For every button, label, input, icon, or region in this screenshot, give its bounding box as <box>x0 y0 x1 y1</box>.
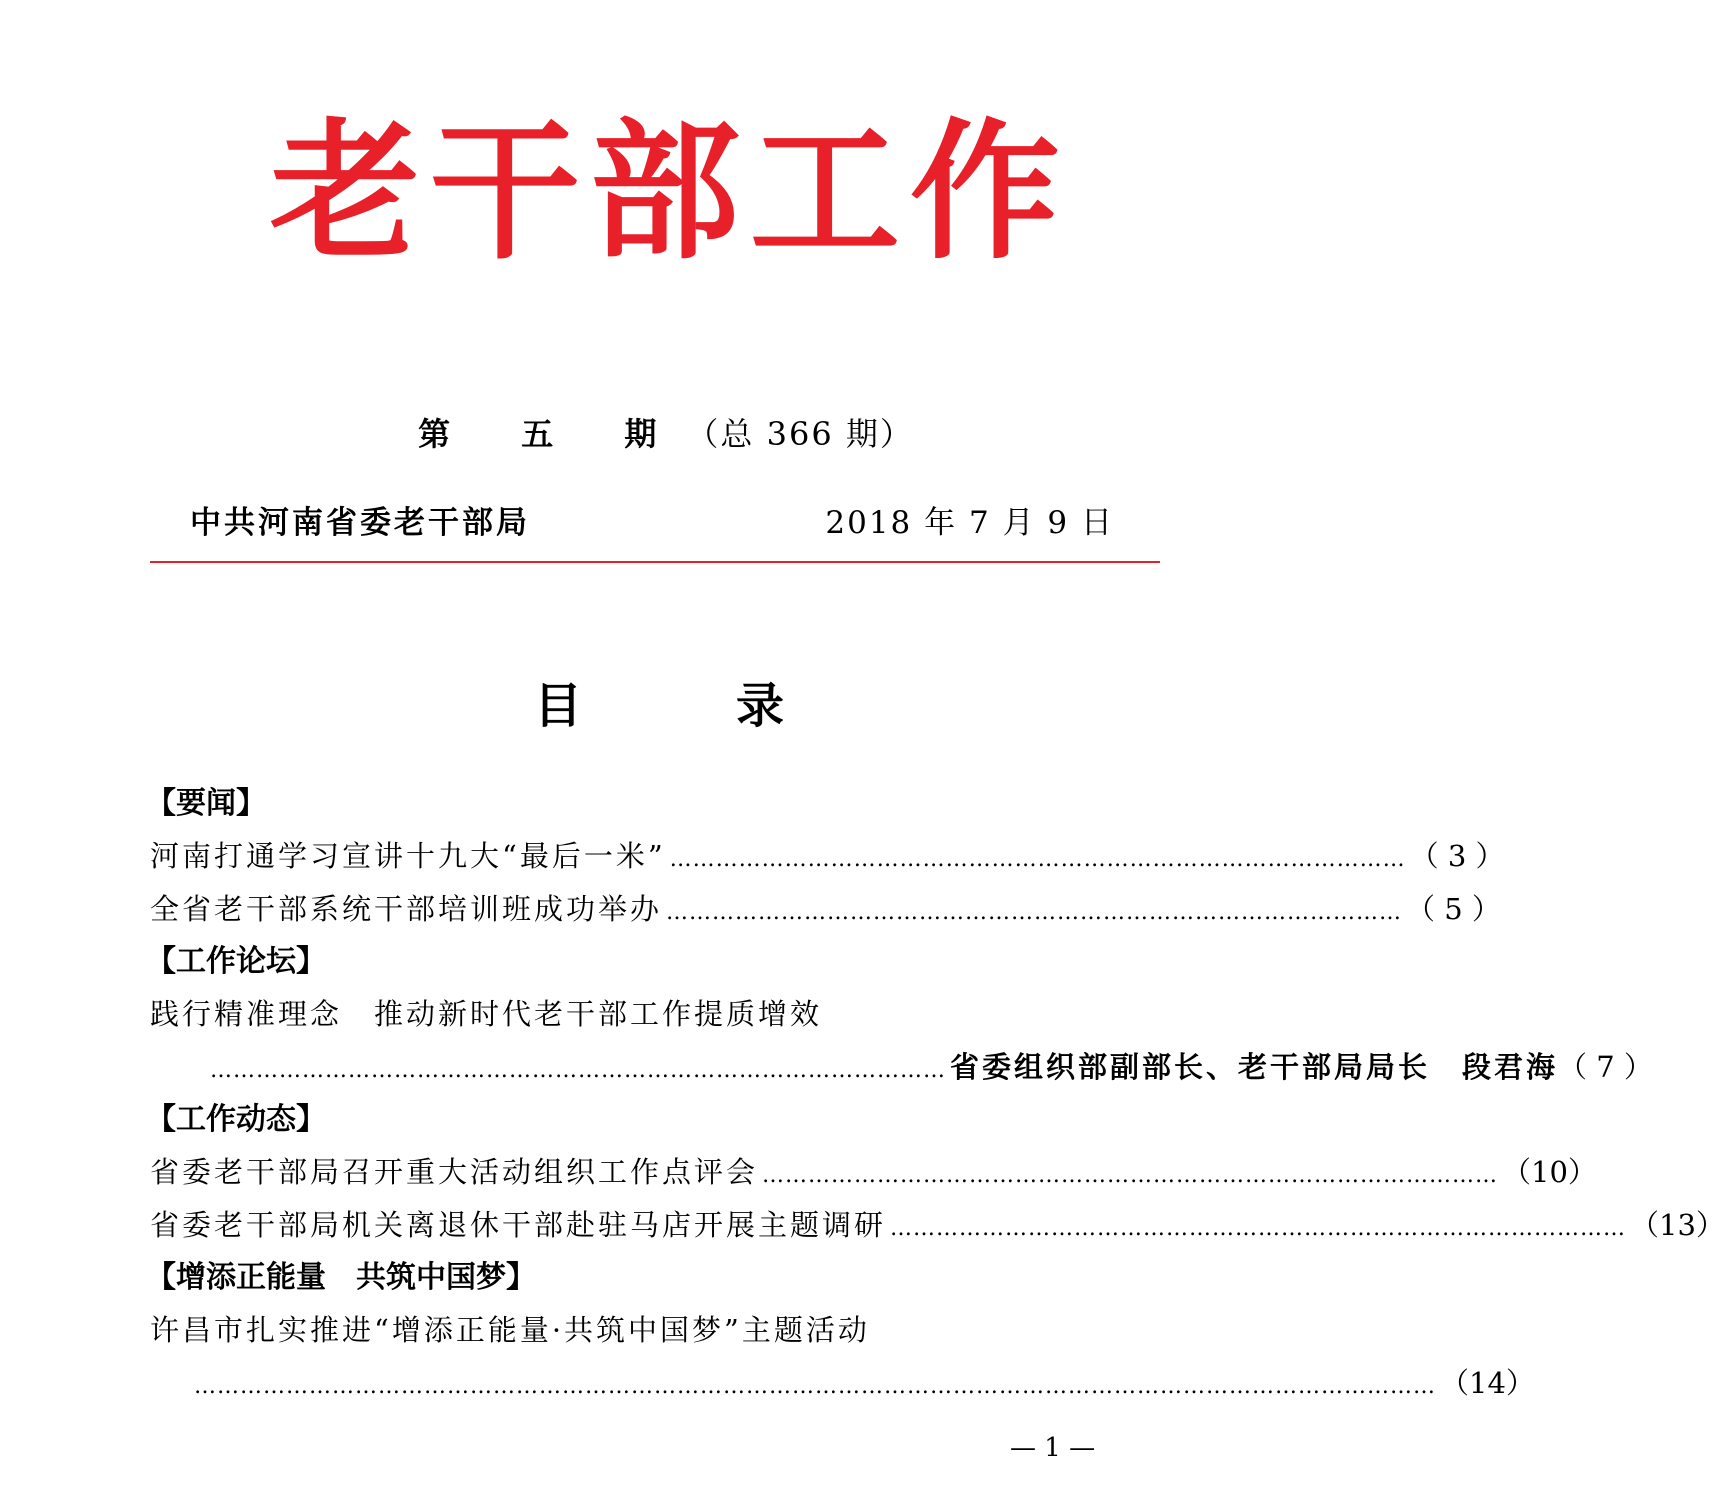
masthead-char: 工 <box>749 106 900 280</box>
leader-dots: ……………………………………………………………………………………………………………………………………………… <box>194 1374 1436 1399</box>
issue-total: （总 366 期） <box>686 415 914 453</box>
toc-entry-page: （ 7 ） <box>1558 1050 1653 1084</box>
issue-date: 2018 年 7 月 9 日 <box>825 505 1114 541</box>
toc-entry-page: （14） <box>1440 1366 1535 1400</box>
toc-entry[interactable] <box>150 883 1501 936</box>
toc-entry[interactable] <box>150 1146 1597 1199</box>
issue-number: 第 五 期 <box>418 415 687 453</box>
toc-entry-title: 省委老干部局召开重大活动组织工作点评会 <box>150 1155 759 1189</box>
masthead-char: 干 <box>429 106 580 280</box>
leader-dots: …………………………………………………………………………………… <box>669 847 1406 872</box>
section-label: 【要闻】 <box>146 786 266 821</box>
toc-entry-page: （10） <box>1502 1155 1597 1189</box>
toc-entry[interactable] <box>150 1041 1653 1094</box>
red-divider <box>150 561 1160 563</box>
toc-entry-page: （13） <box>1630 1208 1725 1242</box>
toc-heading-right: 录 <box>735 678 784 734</box>
issue-line <box>0 412 1332 456</box>
toc-entry-title[interactable]: 许昌市扎实推进“增添正能量·共筑中国梦”主题活动 <box>150 1313 870 1347</box>
leader-dots: …………………………………………………………………………………… <box>666 900 1403 925</box>
masthead-char: 老 <box>270 106 421 280</box>
section-label: 【增添正能量 共筑中国梦】 <box>146 1260 536 1295</box>
masthead-title <box>270 108 1060 278</box>
leader-dots: …………………………………………………………………………………… <box>762 1163 1499 1188</box>
section-label: 【工作论坛】 <box>146 944 326 979</box>
toc-entry-page: （ 5 ） <box>1406 892 1501 926</box>
toc-entry[interactable] <box>150 1357 1535 1410</box>
toc-entry-title: 全省老干部系统干部培训班成功举办 <box>150 892 663 926</box>
masthead-char: 作 <box>909 106 1060 280</box>
masthead-char: 部 <box>589 106 740 280</box>
toc-entry[interactable] <box>150 1199 1725 1252</box>
toc-entry-author: 省委组织部副部长、老干部局局长 段君海 <box>950 1050 1559 1084</box>
toc-entry-title: 河南打通学习宣讲十九大“最后一米” <box>150 839 666 873</box>
publisher: 中共河南省委老干部局 <box>190 505 530 541</box>
toc-entry-page: （ 3 ） <box>1409 839 1505 873</box>
toc-heading <box>534 676 784 736</box>
toc-entry-title: 省委老干部局机关离退休干部赴驻马店开展主题调研 <box>150 1208 887 1242</box>
leader-dots: …………………………………………………………………………………… <box>890 1216 1627 1241</box>
page-number: — 1 — <box>1010 1433 1096 1463</box>
leader-dots: …………………………………………………………………………………… <box>210 1058 946 1083</box>
toc-entry-title[interactable]: 践行精准理念 推动新时代老干部工作提质增效 <box>150 997 823 1031</box>
section-label: 【工作动态】 <box>146 1102 326 1137</box>
toc-heading-left: 目 <box>534 678 583 734</box>
table-of-contents <box>146 778 1725 1410</box>
toc-entry[interactable] <box>150 830 1505 883</box>
